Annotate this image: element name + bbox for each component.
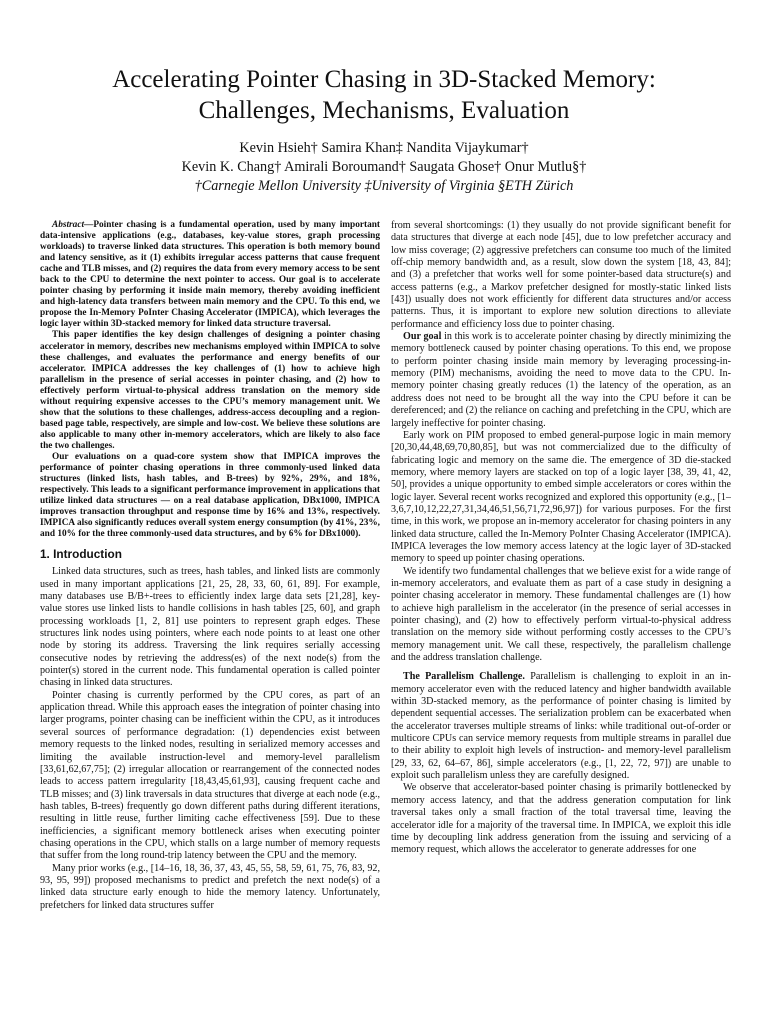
author-block [40,139,728,196]
abstract-label: Abstract [52,220,85,230]
right-paragraph-5: Parallelism is challenging to exploit in an in-memory accelerator even with the reduced latency and higher bandwidth available within 3D-stacked memory, as the performance of pointer chasing is limited by dependent sequential accesses. The serialization problem can be exacerbated when the accelerator traverses multiple streams of links: while traditional out-of-order or multicore CPUs can service memory requests from multiple streams in parallel due to their ability to exploit high levels of instruction- and memory-level parallelism [29, 33, 62, 64–67, 86], simple accelerators (e.g., [1, 22, 72, 97]) are unable to exploit such parallelism unless they are carefully designed. [391,671,731,782]
paper-title [40,64,728,126]
our-goal-heading: Our goal [403,331,442,343]
right-paragraph-1: from several shortcomings: (1) they usually do not provide significant benefit for data structures that diverge at each node [45], due to low prefetcher accuracy and low miss coverage; (2) aggressive prefetchers can consume too much of the limited off-chip memory bandwidth and, as a result, slow down the system [18, 43, 84]; and (3) a prefetcher that works well for some pointer-based data structure(s) and access patterns (e.g., a Markov prefetcher designed for mostly-static linked lists [43]) usually does not work efficiently for different data structures and/or access patterns. Thus, it is important to explore new solution directions to alleviate performance and efficiency loss due to pointer chasing. [391,220,731,330]
abstract-p2: This paper identifies the key design challenges of designing a pointer chasing accelerator in memory, describes new mechanisms employed within IMPICA to solve these challenges, and evaluates the performance and energy benefits of our accelerator. IMPICA addresses the key challenges of (1) how to achieve high parallelism in the presence of serial accesses in pointer chasing, and (2) how to effectively perform virtual-to-physical address translation on the memory side without requiring expensive accesses to the CPU’s memory management unit. We show that the solutions to these challenges, address-access decoupling and a region-based page table, respectively, are simple and low-cost. We believe these solutions are also applicable to many other in-memory accelerators, which are likely to also face the two challenges. [40,330,380,451]
section-heading-introduction: 1. Introduction [40,547,122,562]
left-column [40,220,380,1010]
intro-paragraph-2: Pointer chasing is currently performed by the CPU cores, as part of an application thread. While this approach eases the integration of pointer chasing into larger programs, pointer chasing can be inefficient within the CPU, as it introduces several sources of performance degradation: (1) dependencies exist between memory requests to the linked nodes, resulting in serialized memory accesses and limiting the available instruction-level and memory-level parallelism [33,61,62,67,75]; (2) irregular allocation or rearrangement of the connected nodes leads to access pattern irregularity [18,43,45,61,93], causing frequent cache and TLB misses; and (3) link traversals in data structures that diverge at each node (e.g., hash tables, B-trees) frequently go down different paths during different iterations, resulting in little reuse, further limiting cache effectiveness [59]. Due to these inefficiencies, a significant memory bottleneck arises when executing pointer chasing operations in the CPU, which stalls on a large number of memory requests that suffer from the long round-trip latency between the CPU and the memory. [40,689,380,862]
right-paragraph-4: We identify two fundamental challenges that we believe exist for a wide range of in-memory accelerators, and evaluate them as part of a case study in designing a pointer chasing accelerator in memory. These fundamental challenges are (1) how to achieve high parallelism in the accelerator (in the presence of serial accesses in pointer chasing), and (2) how to effectively perform virtual-to-physical address translation on the memory side without performing costly accesses to the CPU’s memory management unit. We call these, respectively, the parallelism challenge and the address translation challenge. [391,565,731,664]
abstract-p1: —Pointer chasing is a fundamental operation, used by many important data-intensive applications (e.g., databases, key-value stores, graph processing workloads) to traverse linked data structures. This operation is both memory bound and latency sensitive, as it (1) exhibits irregular access patterns that cause frequent cache and TLB misses, and (2) requires the data from every memory access to be sent back to the CPU to determine the next pointer to access. Our goal is to accelerate pointer chasing by performing it inside main memory, thereby avoiding inefficient and high-latency data transfers between main memory and the CPU. To this end, we propose the In-Memory PoInter Chasing Accelerator (IMPICA), which leverages the logic layer within 3D-stacked memory for linked data structure traversal. [40,220,380,330]
parallelism-challenge-heading: The Parallelism Challenge. [403,671,525,683]
author-line-1: Kevin Hsieh† Samira Khan‡ Nandita Vijaykumar† [239,140,529,156]
right-paragraph-6: We observe that accelerator-based pointer chasing is primarily bottlenecked by memory access latency, and that the address generation computation for link traversal takes only a small fraction of the total traversal time, leaving the accelerator idle for a majority of the traversal time. In IMPICA, we exploit this idle time by decoupling link address generation from the issuing and servicing of a memory request, which allows the accelerator to generate addresses for one [391,782,731,856]
abstract [40,220,380,540]
affiliations: †Carnegie Mellon University ‡University of Virginia §ETH Zürich [194,178,574,194]
intro-paragraph-3: Many prior works (e.g., [14–16, 18, 36, 37, 43, 45, 55, 58, 59, 61, 75, 76, 83, 92, 93, 95, 99]) proposed mechanisms to predict and prefetch the next node(s) of a linked data structure early enough to hide the memory latency. Unfortunately, prefetchers for linked data structures suffer [40,862,380,911]
intro-paragraph-1: Linked data structures, such as trees, hash tables, and linked lists are commonly used in many important applications [21, 25, 28, 33, 60, 61, 89]. For example, many databases use B/B+-trees to efficiently index large data sets [21,28], key-value stores use linked lists to handle collisions in hash tables [25, 60], and graph processing workloads [1, 2, 81] use pointers to represent graph edges. These structures link nodes using pointers, where each node points to at least one other node by storing its address. Traversing the link requires serially accessing consecutive nodes by retrieving the address(es) of the next node(s) from the pointer(s) stored in the current node. This fundamental operation is called pointer chasing in linked data structures. [40,566,380,689]
right-paragraph-3: Early work on PIM proposed to embed general-purpose logic in main memory [20,30,44,48,69,70,80,85], but was not commercialized due to the difficulty of fabricating logic and memory on the same die. The emergence of 3D die-stacked memory, where memory layers are stacked on top of a logic layer [38, 39, 41, 42, 50], provides a unique opportunity to embed simple accelerators or cores within the logic layer. Several recent works recognized and explored this opportunity (e.g., [1–3,6,7,10,12,22,27,31,34,46,51,56,71,72,96,97]) for various purposes. For the first time, in this work, we propose an in-memory accelerator for chasing pointers in any linked data structure, called the In-Memory PoInter Chasing Accelerator (IMPICA). IMPICA leverages the low memory access latency at the logic layer of 3D-stacked memory to speed up pointer chasing operations. [391,429,731,565]
right-column [391,220,731,1010]
right-paragraph-2: in this work is to accelerate pointer chasing by directly minimizing the memory bottleneck caused by pointer chasing operations. To this end, we propose to perform pointer chasing inside main memory by leveraging processing-in-memory (PIM) mechanisms, avoiding the need to move data to the CPU. In-memory pointer chasing greatly reduces (1) the latency of the operation, as an address does not need to be brought all the way into the CPU before it can be dereferenced; and (2) the reliance on caching and prefetching in the CPU, which are largely ineffective for pointer chasing. [391,331,731,429]
abstract-p3: Our evaluations on a quad-core system show that IMPICA improves the performance of pointer chasing operations in three commonly-used linked data structures (linked lists, hash tables, and B-trees) by 92%, 29%, and 18%, respectively. This leads to a significant performance improvement in applications that utilize linked data structures — on a real database application, DBx1000, IMPICA improves transaction throughput and response time by 16% and 13%, respectively. IMPICA also significantly reduces overall system energy consumption (by 41%, 23%, and 10% for the three commonly-used data structures, and by 6% for DBx1000). [40,451,380,540]
author-line-2: Kevin K. Chang† Amirali Boroumand† Saugata Ghose† Onur Mutlu§† [181,159,587,175]
title-line-1: Accelerating Pointer Chasing in 3D-Stacked Memory: [112,66,656,93]
title-line-2: Challenges, Mechanisms, Evaluation [198,97,570,124]
